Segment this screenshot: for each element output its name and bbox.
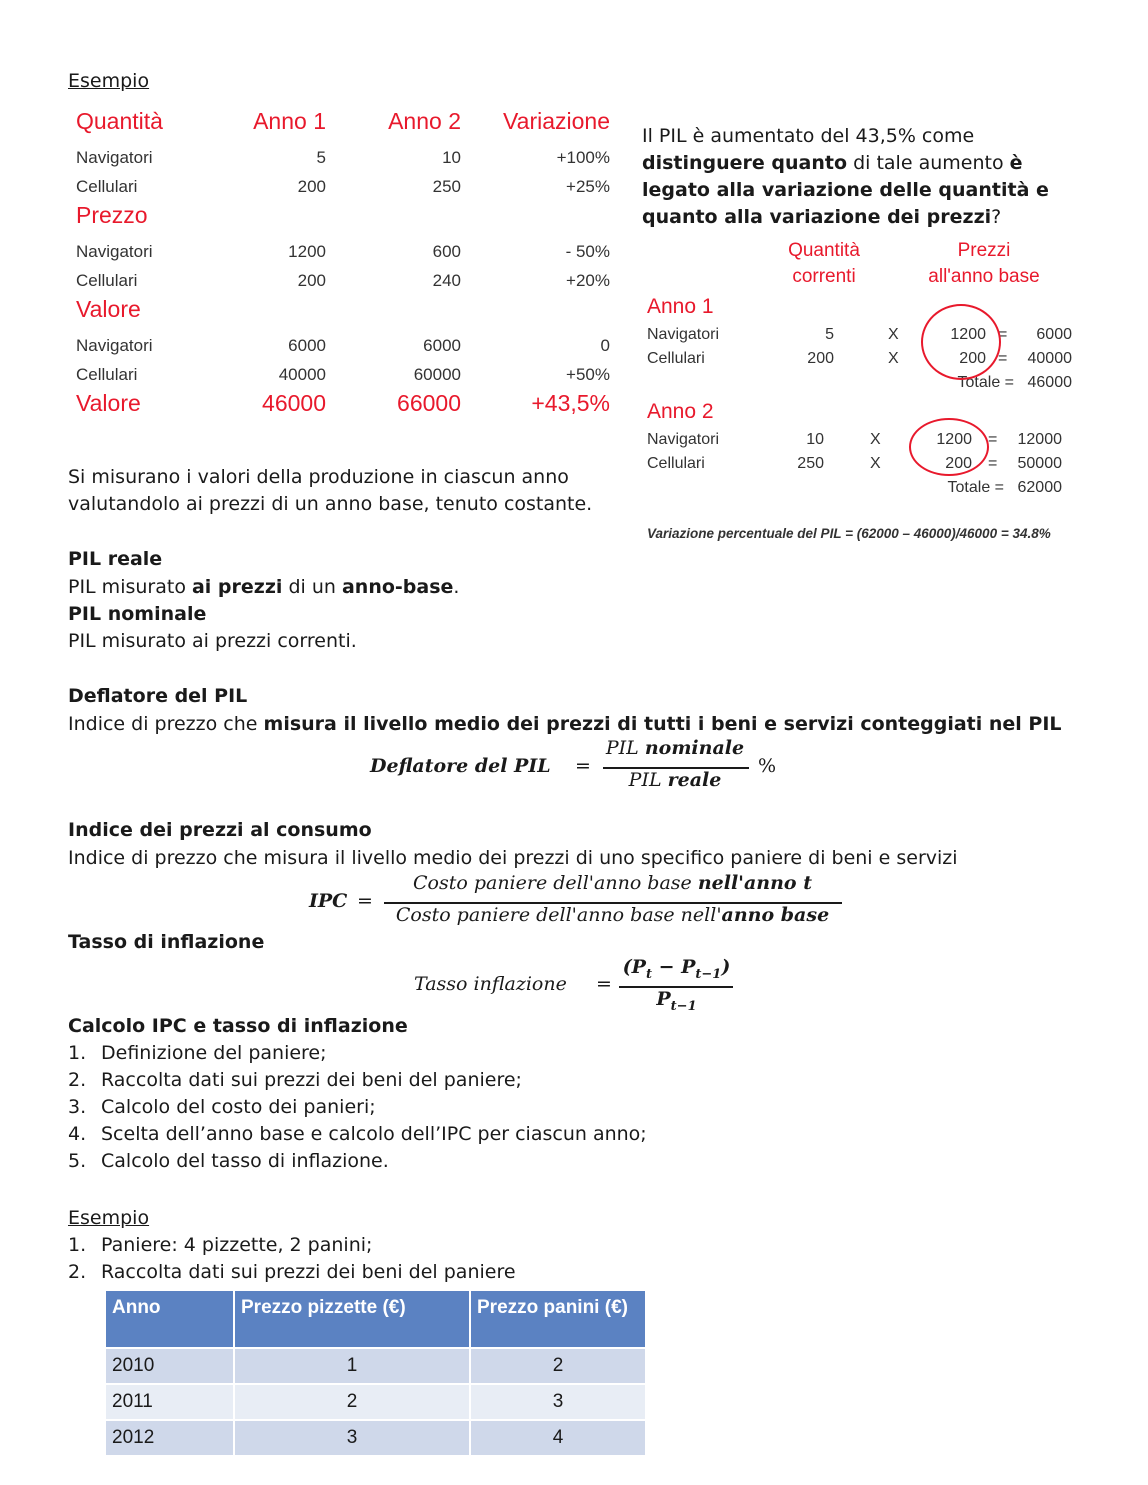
bold-text: nominale: [644, 737, 745, 759]
list-text: Paniere: 4 pizzette, 2 panini;: [101, 1234, 373, 1256]
list-text: Calcolo del tasso di inflazione.: [101, 1150, 389, 1172]
cell: X: [870, 455, 881, 472]
cell: =: [988, 431, 998, 448]
cell: 50000: [1017, 455, 1062, 472]
total-anno1: 46000: [262, 390, 326, 416]
list-text: Definizione del paniere;: [101, 1042, 327, 1064]
cell: 1: [234, 1348, 470, 1384]
cell: 200: [297, 177, 326, 196]
cell: 6000: [1036, 326, 1072, 343]
section-prezzo: Prezzo: [76, 202, 148, 228]
cell: +25%: [566, 177, 610, 196]
row-name: Cellulari: [76, 177, 138, 196]
total-label: Totale =: [947, 479, 1004, 496]
pil-reale-text: [68, 574, 459, 601]
list-text: Scelta dell’anno base e calcolo dell’IPC per ciascun anno;: [101, 1123, 647, 1145]
head-quantita: Quantità: [788, 240, 860, 261]
question-paragraph: [642, 123, 1092, 231]
list-number: 2.: [68, 1261, 87, 1283]
cell-year: 2011: [106, 1384, 234, 1420]
cell: 0: [600, 336, 610, 355]
total-value: 46000: [1027, 374, 1072, 391]
header-anno2: Anno 2: [388, 108, 461, 134]
text: Indice di prezzo che: [68, 713, 264, 735]
cell: 6000: [423, 336, 461, 355]
cell: 250: [432, 177, 461, 196]
header-prezzo-pizzette: Prezzo pizzette (€): [234, 1291, 470, 1348]
highlight-circle: [909, 418, 989, 476]
cell: 6000: [288, 336, 326, 355]
calcolo-list: [68, 1040, 647, 1175]
cell: 1200: [288, 242, 326, 261]
cell: =: [988, 455, 998, 472]
cell: X: [888, 350, 899, 367]
pil-nominale-text: PIL misurato ai prezzi correnti.: [68, 630, 357, 652]
cell: X: [888, 326, 899, 343]
subscript: t−1: [670, 998, 697, 1014]
example-label: Esempio: [68, 70, 150, 92]
bold-text: distinguere quanto: [642, 152, 848, 174]
bold-text: anno base: [721, 904, 830, 926]
list-number: 3.: [68, 1096, 87, 1118]
cell: 2: [470, 1348, 645, 1384]
equals-sign: =: [575, 755, 591, 777]
deflatore-numerator: [600, 737, 750, 759]
list-number: 4.: [68, 1123, 87, 1145]
table-row: [76, 332, 616, 361]
example2-label: Esempio: [68, 1207, 150, 1229]
list-number: 5.: [68, 1150, 87, 1172]
bold-text: è legato alla variazione delle quantità e quanto alla variazione dei prezzi: [642, 152, 1049, 228]
row-name: Cellulari: [647, 350, 705, 367]
list-item: [68, 1040, 647, 1067]
bold-text: ai prezzi: [191, 576, 283, 598]
text: di un: [282, 576, 342, 598]
row-name: Navigatori: [76, 336, 153, 355]
cell: 200: [807, 350, 834, 367]
row-name: Cellulari: [76, 271, 138, 290]
cell: 3: [234, 1420, 470, 1455]
text: P: [656, 988, 671, 1010]
equals-sign: =: [596, 973, 612, 995]
head-anno-base: all'anno base: [928, 266, 1040, 287]
ipc-title: Indice dei prezzi al consumo: [68, 819, 372, 841]
text: (P: [622, 956, 646, 978]
text: − P: [651, 956, 696, 978]
cell: 5: [825, 326, 834, 343]
quantity-price-value-table: [76, 108, 616, 426]
list-number: 1.: [68, 1042, 87, 1064]
table-row: [106, 1420, 645, 1455]
cell: 200: [959, 350, 986, 367]
text: ?: [991, 206, 1002, 228]
cell: 60000: [413, 365, 461, 384]
cell: 250: [797, 455, 824, 472]
row-name: Cellulari: [647, 455, 705, 472]
ipc-text: Indice di prezzo che misura il livello medio dei prezzi di uno specifico paniere di beni e servizi: [68, 847, 958, 869]
table-header: [76, 108, 616, 144]
cell: 2: [234, 1384, 470, 1420]
deflatore-text: [68, 711, 1062, 738]
total-label: Totale =: [957, 374, 1014, 391]
ipc-denominator: [380, 904, 845, 926]
header-anno: Anno: [106, 1291, 234, 1348]
percent-change-note: Variazione percentuale del PIL = (62000 – 46000)/46000 = 34.8%: [647, 526, 1051, 541]
section-title: [76, 296, 616, 332]
bold-text: anno-base: [341, 576, 454, 598]
text: PIL: [605, 737, 645, 759]
table-row: [76, 238, 616, 267]
pil-reale-title: PIL reale: [68, 548, 163, 570]
cell: +100%: [556, 148, 610, 167]
table-row: [76, 267, 616, 296]
list-item: [68, 1121, 647, 1148]
section-title: [76, 202, 616, 238]
ipc-numerator: [380, 872, 845, 894]
total-label: Valore: [76, 390, 141, 416]
bold-text: nell'anno t: [697, 872, 812, 894]
bold-text: reale: [667, 769, 722, 791]
table-row: [76, 173, 616, 202]
header-variazione: Variazione: [503, 108, 610, 134]
head-correnti: correnti: [792, 266, 856, 287]
total-anno2: 66000: [397, 390, 461, 416]
list-item: [68, 1067, 647, 1094]
cell-year: 2010: [106, 1348, 234, 1384]
cell: 240: [432, 271, 461, 290]
cell: =: [998, 350, 1008, 367]
cell: 12000: [1017, 431, 1062, 448]
cell: 1200: [936, 431, 972, 448]
text: ): [721, 956, 731, 978]
percent-sign: %: [758, 755, 777, 777]
text: Costo paniere dell'anno base: [412, 872, 698, 894]
cell: 10: [442, 148, 461, 167]
cell: 4: [470, 1420, 645, 1455]
ipc-lhs: IPC: [309, 890, 348, 912]
pil-nominale-title: PIL nominale: [68, 603, 207, 625]
text: Costo paniere dell'anno base nell': [395, 904, 722, 926]
list-text: Raccolta dati sui prezzi dei beni del paniere: [101, 1261, 516, 1283]
table-row: [76, 144, 616, 173]
list-item: [68, 1232, 516, 1259]
year2-label: Anno 2: [647, 400, 714, 423]
inflazione-lhs: Tasso inflazione: [414, 973, 567, 995]
list-text: Calcolo del costo dei panieri;: [101, 1096, 376, 1118]
cell: +20%: [566, 271, 610, 290]
deflatore-title: Deflatore del PIL: [68, 685, 248, 707]
table-row: [106, 1348, 645, 1384]
cell: 40000: [278, 365, 326, 384]
text: Il PIL è aumentato del 43,5% come: [642, 125, 975, 147]
list-number: 1.: [68, 1234, 87, 1256]
row-name: Navigatori: [647, 326, 720, 343]
cell: 600: [432, 242, 461, 261]
year1-label: Anno 1: [647, 295, 714, 318]
list-item: [68, 1094, 647, 1121]
row-name: Navigatori: [76, 148, 153, 167]
cell: 5: [316, 148, 326, 167]
list-number: 2.: [68, 1069, 87, 1091]
cell: 200: [297, 271, 326, 290]
header-quantita: Quantità: [76, 108, 163, 134]
inflazione-denominator: [614, 988, 739, 1014]
total-value: 62000: [1017, 479, 1062, 496]
cell: +50%: [566, 365, 610, 384]
row-name: Navigatori: [647, 431, 720, 448]
subscript: t: [645, 966, 652, 982]
cell: 40000: [1027, 350, 1072, 367]
total-variazione: +43,5%: [531, 390, 610, 416]
subscript: t−1: [695, 966, 722, 982]
text: di tale aumento: [847, 152, 1010, 174]
list-text: Raccolta dati sui prezzi dei beni del paniere;: [101, 1069, 522, 1091]
row-name: Navigatori: [76, 242, 153, 261]
cell: 1200: [950, 326, 986, 343]
inflazione-title: Tasso di inflazione: [68, 931, 265, 953]
header-anno1: Anno 1: [253, 108, 326, 134]
head-prezzi: Prezzi: [957, 240, 1011, 261]
cell: =: [998, 326, 1008, 343]
price-table: [106, 1291, 645, 1455]
example2-list: [68, 1232, 516, 1286]
row-name: Cellulari: [76, 365, 138, 384]
header-prezzo-panini: Prezzo panini (€): [470, 1291, 645, 1348]
table-row: [106, 1384, 645, 1420]
cell-year: 2012: [106, 1420, 234, 1455]
text: PIL: [628, 769, 668, 791]
cell: 200: [945, 455, 972, 472]
text: PIL misurato: [68, 576, 192, 598]
highlight-circle: [921, 304, 1001, 380]
list-item: [68, 1259, 516, 1286]
list-item: [68, 1148, 647, 1175]
bold-text: misura il livello medio dei prezzi di tutti i beni e servizi conteggiati nel PIL: [263, 713, 1062, 735]
section-valore: Valore: [76, 296, 141, 322]
calcolo-title: Calcolo IPC e tasso di inflazione: [68, 1015, 408, 1037]
intro-line2: valutandolo ai prezzi di un anno base, tenuto costante.: [68, 493, 593, 515]
deflatore-denominator: [600, 769, 750, 791]
inflazione-numerator: [614, 956, 739, 982]
text: .: [453, 576, 460, 598]
cell: X: [870, 431, 881, 448]
intro-line1: Si misurano i valori della produzione in ciascun anno: [68, 466, 569, 488]
cell: - 50%: [565, 242, 610, 261]
cell: 3: [470, 1384, 645, 1420]
table-row: [76, 361, 616, 390]
deflatore-lhs: Deflatore del PIL: [370, 755, 551, 777]
equals-sign: =: [357, 890, 373, 912]
cell: 10: [806, 431, 824, 448]
total-row: [76, 390, 616, 426]
table-header-row: [106, 1291, 645, 1348]
